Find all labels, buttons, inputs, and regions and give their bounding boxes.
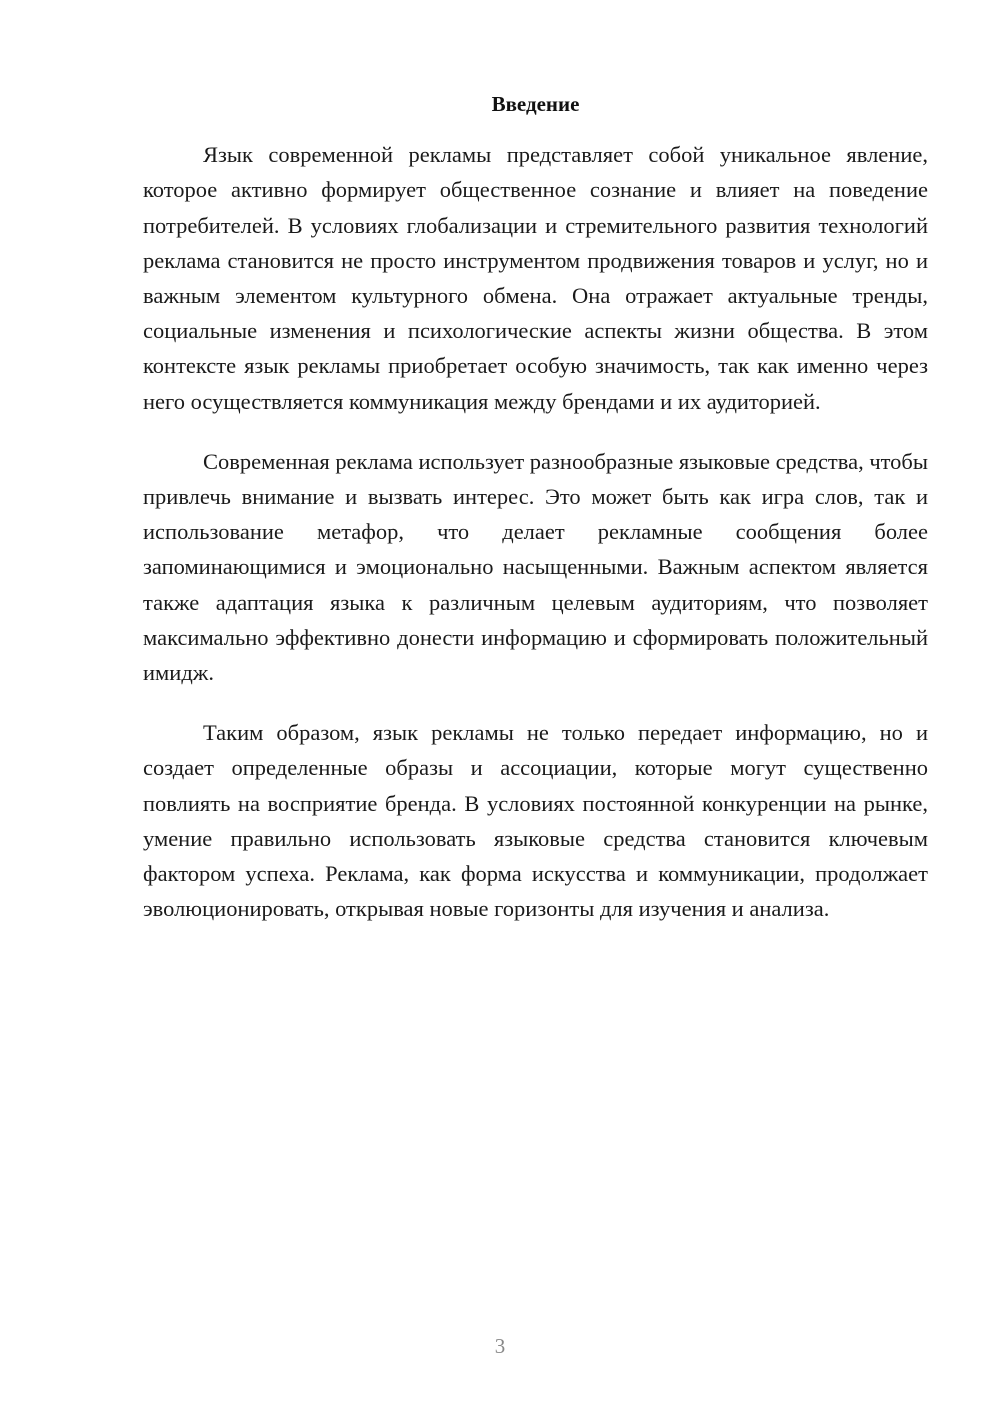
paragraph-1: Язык современной рекламы представляет собой уникальное явление, которое активно формирует общественное сознание и влияет на поведение потребителей. В условиях глобализации и стремительного развития технологий реклама становится не просто инструментом продвижения товаров и услуг, но и важным элементом культурного обмена. Она отражает актуальные тренды, социальные изменения и психологические аспекты жизни общества. В этом контексте язык рекламы приобретает особую значимость, так как именно через него осуществляется коммуникация между брендами и их аудиторией. — [143, 142, 928, 414]
page-number: 3 — [494, 1334, 506, 1358]
section-title: Введение — [491, 92, 580, 116]
page-content — [143, 92, 928, 951]
paragraph-3: Таким образом, язык рекламы не только передает информацию, но и создает определенные образы и ассоциации, которые могут существенно повлиять на восприятие бренда. В условиях постоянной конкуренции на рынке, умение правильно использовать языковые средства становится ключевым фактором успеха. Реклама, как форма искусства и коммуникации, продолжает эволюционировать, открывая новые горизонты для изучения и анализа. — [143, 720, 928, 922]
paragraph-2: Современная реклама использует разнообразные языковые средства, чтобы привлечь внимание и вызвать интерес. Это может быть как игра слов, так и использование метафор, что делает рекламные сообщения более запоминающимися и эмоционально насыщенными. Важным аспектом является также адаптация языка к различным целевым аудиториям, что позволяет максимально эффективно донести информацию и сформировать положительный имидж. — [143, 448, 928, 686]
